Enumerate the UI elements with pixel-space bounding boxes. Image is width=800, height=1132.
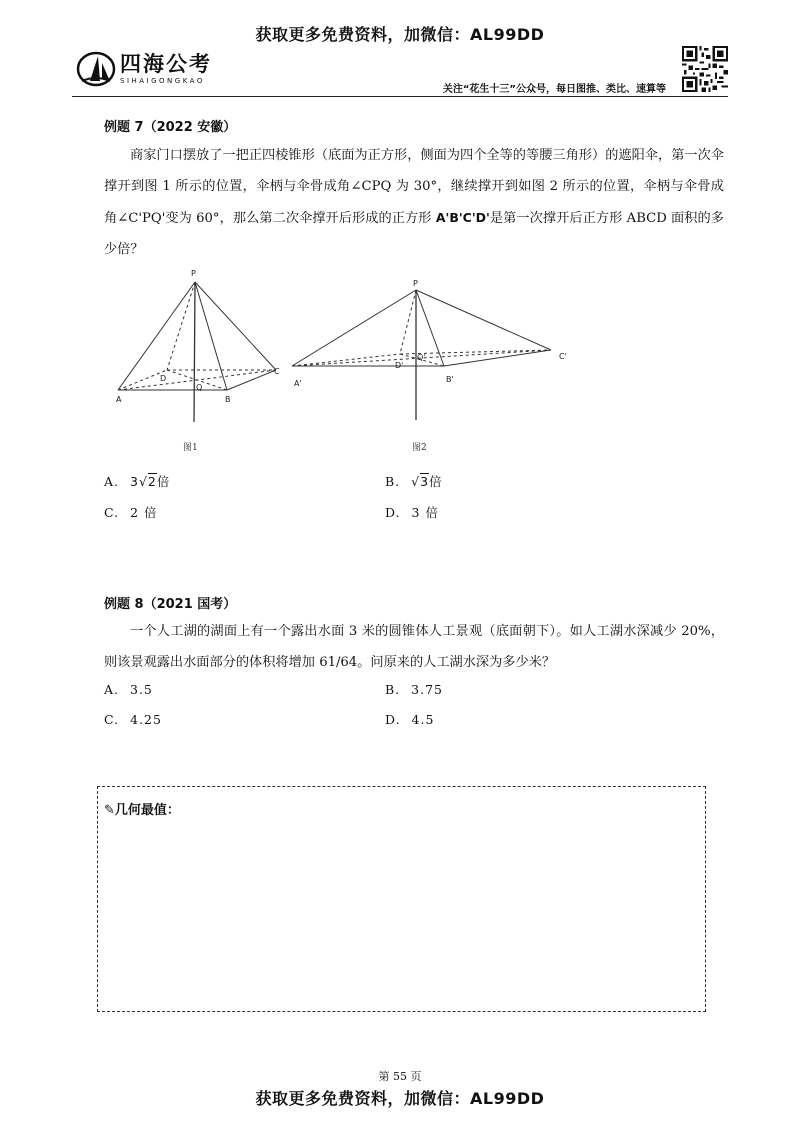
- option-letter: B.: [385, 474, 401, 489]
- pencil-icon: ✎: [104, 803, 115, 818]
- sail-logo-icon: [76, 51, 116, 87]
- fig2-label-d: D': [395, 361, 404, 370]
- logo: [76, 51, 212, 87]
- fig1-label-c: C: [274, 367, 280, 376]
- figure-1-caption: 图1: [183, 443, 198, 453]
- option-radicand: 3: [420, 474, 430, 489]
- notes-box[interactable]: [97, 786, 706, 1012]
- sqrt-icon: √: [411, 474, 421, 489]
- option-letter: B.: [385, 682, 401, 697]
- fig2-label-q: Q': [417, 353, 426, 362]
- figure-1: [118, 282, 276, 422]
- fig1-label-b: B: [225, 395, 231, 404]
- example-7-option-c: [104, 503, 158, 521]
- qr-code-icon: [682, 46, 728, 92]
- page-number: 第 55 页: [378, 1070, 422, 1083]
- example-8-title: 例题 8（2021 国考）: [104, 597, 237, 612]
- fig1-label-q: Q: [196, 383, 203, 392]
- logo-english-name: SIHAIGONGKAO: [120, 76, 205, 85]
- option-unit: 倍: [156, 474, 171, 489]
- logo-text: [120, 53, 212, 86]
- figure-2-caption: 图2: [412, 443, 427, 453]
- option-letter: A.: [104, 682, 120, 697]
- fig2-label-c: C': [559, 352, 567, 361]
- fig2-label-a: A': [294, 379, 302, 388]
- example-8-question: 一个人工湖的湖面上有一个露出水面 3 米的圆锥体人工景观（底面朝下）。如人工湖水深减少 20%，则该景观露出水面部分的体积将增加 61/64。问原来的人工湖水深为多少米？: [104, 624, 724, 670]
- fig1-label-p: P: [191, 269, 196, 278]
- header-divider: [72, 96, 728, 97]
- example-8-option-b: [385, 682, 443, 697]
- notes-title-text: 几何最值：: [114, 803, 180, 818]
- fig2-label-b: B': [446, 375, 454, 384]
- top-banner: 获取更多免费资料，加微信：AL99DD: [255, 25, 545, 44]
- example-8-option-a: [104, 682, 153, 697]
- example-8-option-d: [385, 712, 434, 727]
- example-7-option-d: [385, 503, 439, 521]
- header-note: 关注“花生十三”公众号，每日图推、类比、速算等: [442, 84, 666, 95]
- fig1-label-d: D: [160, 374, 167, 383]
- option-letter: D.: [385, 712, 401, 727]
- option-value: 3 倍: [411, 505, 439, 520]
- option-letter: A.: [104, 474, 120, 489]
- example-7-option-a: [104, 472, 170, 490]
- option-value: 4.25: [130, 712, 162, 727]
- logo-chinese-name: 四海公考: [120, 51, 212, 76]
- option-letter: D.: [385, 505, 401, 520]
- sqrt-icon: √: [138, 474, 148, 489]
- fig1-label-a: A: [116, 395, 122, 404]
- example-7-title: 例题 7（2022 安徽）: [104, 120, 237, 135]
- option-value: 4.5: [411, 712, 435, 727]
- example-7-option-b: [385, 472, 443, 490]
- example-7-text-before: 商家门口摆放了一把正四棱锥形（底面为正方形，侧面为四个全等的等腰三角形）的遮阳伞，第一次伞撑开到图 1 所示的位置，伞柄与伞骨成角∠CPQ 为 30°，继续撑开到如图 2 所示的位置，伞柄与伞骨成角∠C'PQ'变为 60°，那么第二次伞撑开后形成的正方形: [104, 148, 724, 226]
- example-7-text-after: 是第一次撑开后正方形 ABCD 面积的多少倍？: [104, 211, 724, 257]
- example-8-option-c: [104, 712, 162, 727]
- option-value: 3.5: [130, 682, 153, 697]
- option-value: 3.75: [411, 682, 443, 697]
- bottom-banner: 获取更多免费资料，加微信：AL99DD: [255, 1089, 545, 1108]
- option-letter: C.: [104, 505, 120, 520]
- option-radicand: 2: [147, 474, 157, 489]
- example-7-question: [104, 140, 724, 265]
- example-7-primed-square: A'B'C'D': [435, 210, 490, 225]
- page-header: [72, 46, 728, 96]
- option-coefficient: 3: [130, 474, 139, 489]
- umbrella-figures: [104, 262, 574, 422]
- option-unit: 倍: [429, 474, 443, 489]
- notes-title: [104, 799, 180, 818]
- option-value: 2 倍: [130, 505, 158, 520]
- fig2-label-p: P: [413, 279, 418, 288]
- option-letter: C.: [104, 712, 120, 727]
